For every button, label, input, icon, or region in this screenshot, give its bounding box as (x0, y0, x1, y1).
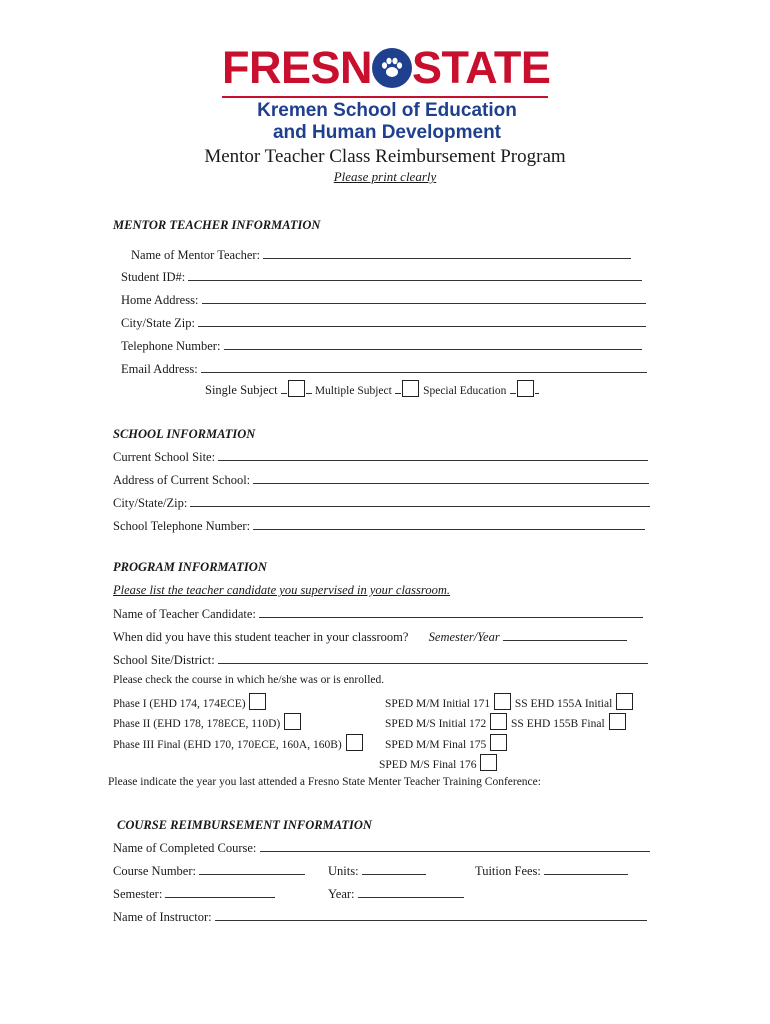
home-address-label: Home Address: (121, 293, 199, 307)
course-section-heading: COURSE REIMBURSEMENT INFORMATION (117, 818, 372, 832)
email-row (121, 361, 647, 377)
school-site-label: Current School Site: (113, 450, 216, 464)
phase3-row (113, 734, 364, 751)
mentor-name-row (131, 247, 631, 263)
units-field[interactable] (362, 863, 426, 875)
logo-divider (222, 96, 548, 98)
phase3-checkbox[interactable] (346, 734, 363, 751)
school-address-field[interactable] (253, 472, 649, 484)
school-section-heading: SCHOOL INFORMATION (113, 427, 256, 441)
home-address-row (121, 292, 646, 308)
course-semester-label: Semester: (113, 887, 163, 901)
mentor-phone-label: Telephone Number: (121, 339, 221, 353)
semester-row (113, 629, 627, 645)
mentor-name-label: Name of Mentor Teacher: (131, 248, 261, 262)
school-address-label: Address of Current School: (113, 473, 251, 487)
phase2-row (113, 713, 302, 730)
tuition-field[interactable] (544, 863, 628, 875)
phase2-checkbox[interactable] (284, 713, 301, 730)
candidate-row (113, 606, 643, 622)
tuition-row (475, 863, 628, 879)
sped-mm-initial-checkbox[interactable] (494, 693, 511, 710)
when-label: When did you have this student teacher in your classroom? (113, 630, 409, 644)
instructor-label: Name of Instructor: (113, 910, 212, 924)
phase2-label: Phase II (EHD 178, 178ECE, 110D) (113, 718, 281, 730)
school-phone-field[interactable] (253, 518, 645, 530)
course-year-row (328, 886, 464, 902)
multiple-subject-checkbox[interactable] (402, 380, 419, 397)
school-site-row (113, 449, 648, 465)
mentor-name-field[interactable] (263, 247, 631, 259)
course-number-label: Course Number: (113, 864, 196, 878)
sped-mm-final-checkbox[interactable] (490, 734, 507, 751)
logo-line-1: Kremen School of Education (257, 100, 517, 121)
student-id-row (121, 269, 642, 285)
completed-course-row (113, 840, 650, 856)
mentor-phone-field[interactable] (224, 338, 642, 350)
logo-wordmark (222, 44, 550, 92)
fresno-state-logo (222, 44, 552, 144)
multiple-subject-label: Multiple Subject (314, 385, 392, 397)
semester-year-field[interactable] (503, 629, 627, 641)
course-number-field[interactable] (199, 863, 305, 875)
sped-ms-final-row (379, 754, 498, 771)
ss-ehd-155a-label: SS EHD 155A Initial (514, 698, 613, 710)
completed-course-label: Name of Completed Course: (113, 841, 257, 855)
course-year-field[interactable] (358, 886, 464, 898)
mentor-city-row (121, 315, 646, 331)
ss-ehd-155b-checkbox[interactable] (609, 713, 626, 730)
course-semester-field[interactable] (165, 886, 275, 898)
page-subtitle: Please print clearly (333, 169, 437, 184)
conference-row (108, 776, 541, 788)
logo-right-text: STATE (412, 42, 551, 93)
mentor-city-label: City/State Zip: (121, 316, 195, 330)
school-city-row (113, 495, 650, 511)
ss-ehd-155b-label: SS EHD 155B Final (511, 718, 605, 730)
email-label: Email Address: (121, 362, 198, 376)
semester-year-label: Semester/Year (428, 630, 500, 644)
school-phone-label: School Telephone Number: (113, 519, 251, 533)
phase3-label: Phase III Final (EHD 170, 170ECE, 160A, 160B) (113, 739, 342, 751)
units-label: Units: (328, 864, 359, 878)
sped-mm-initial-label: SPED M/M Initial 171 (385, 698, 491, 710)
home-address-field[interactable] (202, 292, 646, 304)
program-instruction: Please list the teacher candidate you supervised in your classroom. (113, 583, 450, 597)
phase1-checkbox[interactable] (249, 693, 266, 710)
tuition-label: Tuition Fees: (475, 864, 541, 878)
completed-course-field[interactable] (260, 840, 650, 852)
candidate-field[interactable] (259, 606, 643, 618)
course-year-label: Year: (328, 887, 355, 901)
student-id-field[interactable] (188, 269, 642, 281)
program-section-heading: PROGRAM INFORMATION (113, 560, 267, 574)
single-subject-label: Single Subject (205, 383, 278, 397)
school-address-row (113, 472, 649, 488)
ss-ehd-155a-checkbox[interactable] (616, 693, 633, 710)
sped-ms-initial-label: SPED M/S Initial 172 (385, 718, 487, 730)
school-city-label: City/State/Zip: (113, 496, 188, 510)
bulldog-paw-icon (372, 48, 412, 88)
logo-line-2: and Human Development (272, 122, 502, 143)
page-title: Mentor Teacher Class Reimbursement Program (204, 146, 566, 167)
phase1-label: Phase I (EHD 174, 174ECE) (113, 698, 246, 710)
sped-ms-final-label: SPED M/S Final 176 (379, 759, 477, 771)
sped-ms-final-checkbox[interactable] (480, 754, 497, 771)
sped-mm-final-row (385, 734, 508, 751)
sped-ms-initial-row (385, 713, 627, 730)
logo-left-text: FRESN (222, 42, 373, 93)
special-education-label: Special Education (423, 385, 507, 397)
single-subject-checkbox[interactable] (288, 380, 305, 397)
special-education-checkbox[interactable] (517, 380, 534, 397)
course-semester-row (113, 886, 275, 902)
district-field[interactable] (218, 652, 648, 664)
phase1-row (113, 693, 267, 710)
sped-mm-final-label: SPED M/M Final 175 (385, 739, 487, 751)
course-check-instruction: Please check the course in which he/she was or is enrolled. (113, 674, 385, 686)
mentor-phone-row (121, 338, 642, 354)
credential-type-row (205, 380, 539, 398)
course-number-row (113, 863, 305, 879)
mentor-city-field[interactable] (198, 315, 646, 327)
email-field[interactable] (201, 361, 647, 373)
mentor-section-heading: MENTOR TEACHER INFORMATION (113, 218, 321, 232)
units-row (328, 863, 426, 879)
school-site-field[interactable] (218, 449, 648, 461)
conference-label: Please indicate the year you last attended a Fresno State Menter Teacher Training Conference: (108, 776, 541, 788)
district-label: School Site/District: (113, 653, 215, 667)
instructor-field[interactable] (215, 909, 647, 921)
instructor-row (113, 909, 647, 925)
school-city-field[interactable] (190, 495, 650, 507)
sped-ms-initial-checkbox[interactable] (490, 713, 507, 730)
sped-mm-initial-row (385, 693, 634, 710)
district-row (113, 652, 648, 668)
school-phone-row (113, 518, 645, 534)
candidate-label: Name of Teacher Candidate: (113, 607, 256, 621)
student-id-label: Student ID#: (121, 270, 186, 284)
